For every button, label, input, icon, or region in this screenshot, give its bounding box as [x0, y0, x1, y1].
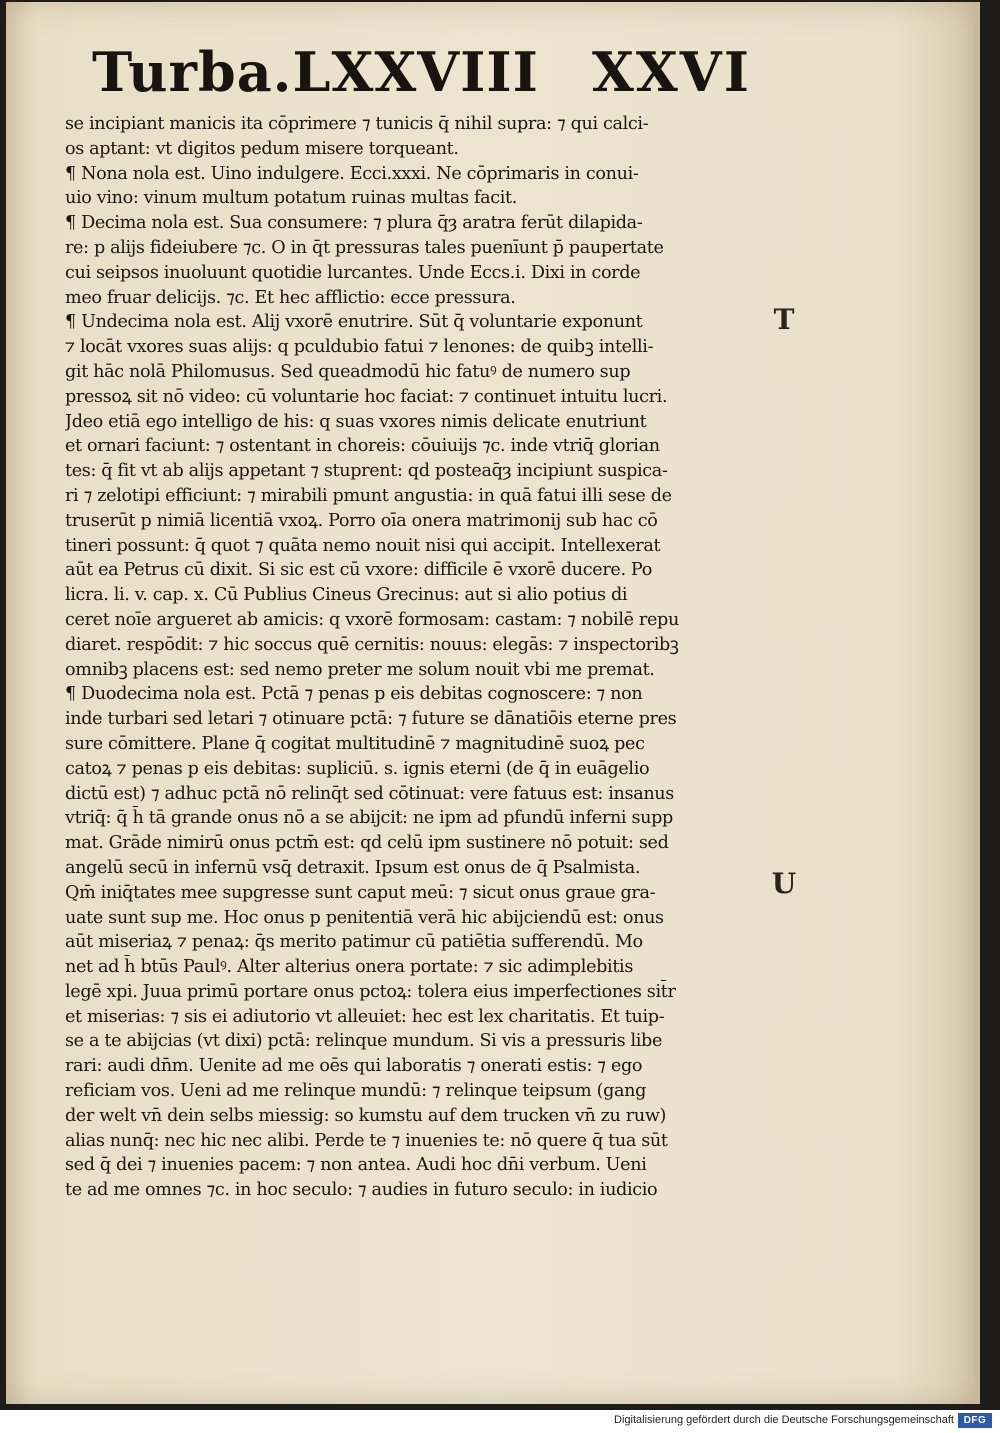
text-line: et miserias: ⁊ sis ei adiutorio vt alleuiet: hec est lex charitatis. Et tuip-	[65, 1006, 665, 1027]
page-header	[92, 32, 792, 112]
text-line: cui seipsos inuoluunt quotidie lurcantes. Unde Eccs.i. Dixi in corde	[65, 262, 641, 283]
text-line: uate sunt sup me. Hoc onus p penitentiā verā hic abijciendū est: onus	[65, 907, 664, 928]
text-line: ¶ Nona nola est. Uino indulgere. Ecci.xxxi. Ne cōprimaris in conui-	[65, 163, 639, 184]
text-line: re: p alijs fideiubere ⁊c. O in q̄t pressuras tales puenīunt p̄ paupertate	[65, 237, 664, 258]
text-line: sed q̄ dei ⁊ inuenies pacem: ⁊ non antea. Audi hoc dn̄i verbum. Ueni	[65, 1155, 647, 1176]
text-line: uio vino: vinum multum potatum ruinas multas facit.	[65, 188, 517, 209]
text-line: der welt vn̄ dein selbs miessig: so kumstu auf dem trucken vn̄ zu ruw)	[65, 1105, 667, 1126]
text-line: tineri possunt: q̄ quot ⁊ quāta nemo nouit nisi qui accipit. Intellexerat	[65, 535, 661, 556]
text-line: angelū secū in infernū vsq̄ detraxit. Ipsum est onus de q̄ Psalmista.	[65, 857, 641, 878]
text-line: ¶ Undecima nola est. Alij vxorē enutrire. Sūt q̄ voluntarie exponunt	[65, 312, 643, 333]
folio-number: XXVI	[592, 40, 751, 104]
text-line: reficiam vos. Ueni ad me relinque mundū: ⁊ relinque teipsum (gang	[65, 1081, 647, 1102]
text-line: Qm̄ iniq̄tates mee supgresse sunt caput meū: ⁊ sicut onus graue gra-	[65, 882, 656, 903]
text-line: ceret noīe argueret ab amicis: q vxorē formosam: castam: ⁊ nobilē repu	[65, 609, 679, 630]
text-line: mat. Grāde nimirū onus pctm̄ est: qd celū ipm sustinere nō potuit: sed	[65, 833, 669, 854]
text-line: aūt ea Petrus cū dixit. Si sic est cū vxore: difficile ē vxorē ducere. Po	[65, 560, 652, 581]
text-line: os aptant: vt digitos pedum misere torqueant.	[65, 138, 459, 159]
text-line: ¶ Duodecima nola est. Pctā ⁊ penas p eis debitas cognoscere: ⁊ non	[65, 684, 643, 705]
text-line: te ad me omnes ⁊c. in hoc seculo: ⁊ audies in futuro seculo: in iudicio	[65, 1180, 658, 1201]
dfg-logo: DFG	[958, 1413, 992, 1428]
margin-letter: U	[771, 867, 797, 900]
funding-credit: Digitalisierung gefördert durch die Deutsche Forschungsgemeinschaft	[614, 1414, 954, 1426]
text-line: alias nunq̄: nec hic nec alibi. Perde te ⁊ inuenies te: nō quere q̄ tua sūt	[65, 1130, 668, 1151]
text-line: et ornari faciunt: ⁊ ostentant in choreis: cōuiuijs ⁊c. inde vtriq̄ glorian	[65, 436, 660, 457]
margin-letter: T	[773, 303, 795, 336]
text-line: pressoꝝ sit nō video: cū voluntarie hoc faciat: ⁊ continuet intuitu lucri.	[65, 386, 668, 407]
text-line: ri ⁊ zelotipi efficiunt: ⁊ mirabili pmunt angustia: in quā fatui illi sese de	[65, 485, 672, 506]
text-line: catoꝝ ⁊ penas p eis debitas: supliciū. s. ignis eterni (de q̄ in euāgelio	[65, 758, 650, 779]
text-line: se incipiant manicis ita cōprimere ⁊ tunicis q̄ nihil supra: ⁊ qui calci-	[65, 114, 649, 134]
book-page	[6, 2, 974, 1404]
text-line: meo fruar delicijs. ⁊c. Et hec afflictio: ecce pressura.	[65, 287, 516, 308]
digitization-footer	[0, 1410, 1000, 1433]
text-line: diaret. respōdit: ⁊ hic soccus quē cernitis: nouus: elegās: ⁊ inspectoribꝫ	[65, 634, 679, 655]
text-line: licra. li. v. cap. x. Cū Publius Cineus Grecinus: aut si alio potius di	[65, 585, 628, 606]
text-line: net ad h̄ btūs Paulꝰ. Alter alterius onera portate: ⁊ sic adimplebitis	[65, 957, 634, 978]
running-head: Turba.LXXVIII	[92, 40, 539, 104]
page-edge	[974, 2, 980, 1404]
text-line: dictū est) ⁊ adhuc pctā nō relinq̄t sed cōtinuat: vere fatuus est: insanus	[65, 783, 674, 804]
text-line: se a te abijcias (vt dixi) pctā: relinque mundum. Si vis a pressuris libe	[65, 1031, 663, 1052]
text-line: legē xpi. Juua primū portare onus pctoꝝ: tolera eius imperfectiones sit̄r	[65, 981, 676, 1002]
text-line: ¶ Decima nola est. Sua consumere: ⁊ plura q̄ȝ aratra ferūt dilapida-	[65, 213, 643, 234]
text-line: inde turbari sed letari ⁊ otinuare pctā: ⁊ future se dānatiōis eterne pres	[65, 709, 677, 730]
text-block	[65, 112, 770, 1203]
text-line: rari: audi dn̄m. Uenite ad me oēs qui laboratis ⁊ onerati estis: ⁊ ego	[65, 1056, 643, 1077]
text-line: vtriq̄: q̄ h̄ tā grande onus nō a se abijcit: ne ipm ad pfundū inferni supp	[65, 808, 673, 829]
text-line: tes: q̄ fit vt ab alijs appetant ⁊ stuprent: qd posteaq̄ȝ incipiunt suspica-	[65, 461, 668, 482]
text-line: truserūt p nimiā licentiā vxoꝝ. Porro oīa onera matrimonij sub hac cō	[65, 510, 658, 531]
text-line: ⁊ locāt vxores suas alijs: q pculdubio fatui ⁊ lenones: de quibꝫ intelli-	[65, 337, 654, 358]
text-line: git hāc nolā Philomusus. Sed queadmodū hic fatuꝰ de numero sup	[65, 361, 631, 382]
text-line: sure cōmittere. Plane q̄ cogitat multitudinē ⁊ magnitudinē suoꝝ pec	[65, 733, 645, 754]
text-line: Jdeo etiā ego intelligo de his: q suas vxores nimis delicate enutriunt	[65, 411, 647, 432]
text-line: omnibꝫ placens est: sed nemo preter me solum nouit vbi me premat.	[65, 659, 655, 680]
text-line: aūt miseriaꝝ ⁊ penaꝝ: q̄s merito patimur cū patiētia sufferendū. Mo	[65, 932, 643, 953]
